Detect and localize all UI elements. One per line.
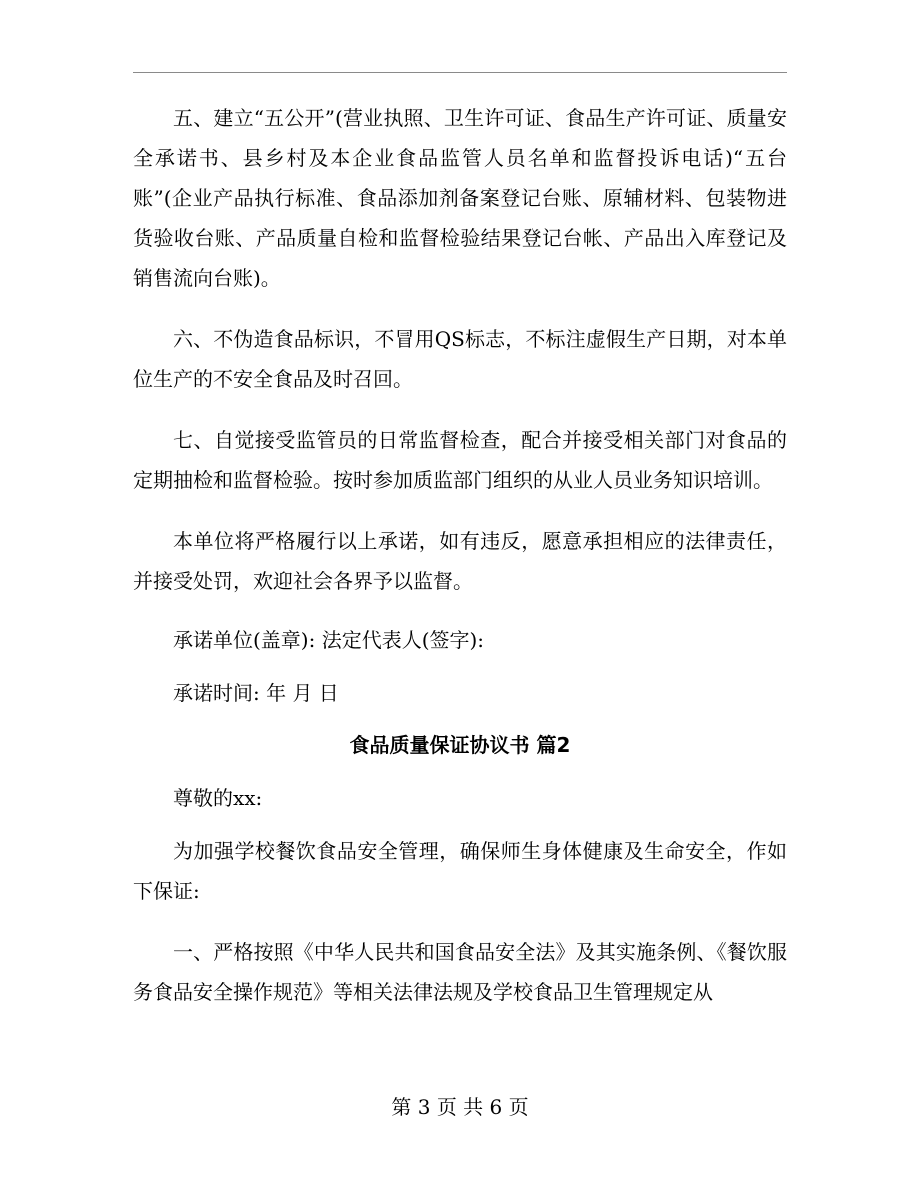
header-rule <box>133 72 787 73</box>
document-body <box>133 98 787 1012</box>
section-title: 食品质量保证协议书 篇2 <box>349 733 571 757</box>
date-line: 承诺时间: 年 月 日 <box>173 681 339 705</box>
paragraph-intro: 为加强学校餐饮食品安全管理，确保师生身体健康及生命安全，作如下保证: <box>133 839 787 903</box>
salutation: 尊敬的xx: <box>173 786 263 810</box>
paragraph-commitment: 本单位将严格履行以上承诺，如有违反，愿意承担相应的法律责任，并接受处罚，欢迎社会各界予以监督。 <box>133 529 787 593</box>
signature-line: 承诺单位(盖章): 法定代表人(签字): <box>173 628 485 652</box>
page-number: 第 3 页 共 6 页 <box>391 1095 529 1119</box>
paragraph-five-publics: 五、建立“五公开”(营业执照、卫生许可证、食品生产许可证、质量安全承诺书、县乡村及本企业食品监管人员名单和监督投诉电话)“五台账”(企业产品执行标准、食品添加剂备案登记台账、原辅材料、包装物进货验收台账、产品质量自检和监督检验结果登记台帐、产品出入库登记及销售流向台账)。 <box>133 106 787 290</box>
paragraph-no-forgery: 六、不伪造食品标识，不冒用QS标志，不标注虚假生产日期，对本单位生产的不安全食品及时召回。 <box>133 327 787 391</box>
paragraph-item-one: 一、严格按照《中华人民共和国食品安全法》及其实施条例、《餐饮服务食品安全操作规范》等相关法律法规及学校食品卫生管理规定从 <box>133 940 787 1004</box>
paragraph-accept-supervision: 七、自觉接受监管员的日常监督检查，配合并接受相关部门对食品的定期抽检和监督检验。按时参加质监部门组织的从业人员业务知识培训。 <box>133 428 787 492</box>
